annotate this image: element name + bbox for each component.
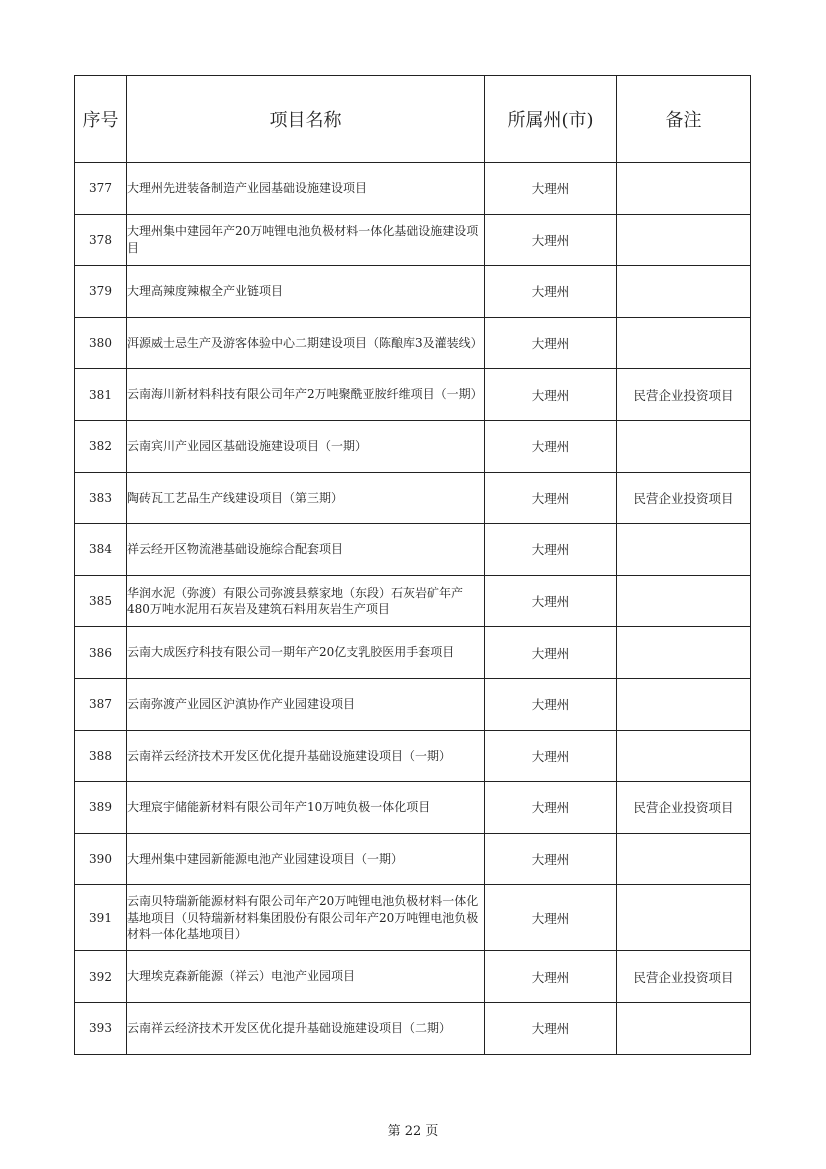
serial-cell: 385 [75,575,127,627]
table-row [75,163,751,215]
project-name-cell: 洱源威士忌生产及游客体验中心二期建设项目（陈酿库3及灌装线） [127,317,485,369]
remarks-cell: 民营企业投资项目 [617,951,751,1003]
prefecture-cell: 大理州 [485,420,617,472]
remarks-cell [617,420,751,472]
table-row [75,214,751,266]
serial-cell: 383 [75,472,127,524]
prefecture-cell: 大理州 [485,730,617,782]
project-name-cell: 大理州集中建园新能源电池产业园建设项目（一期） [127,833,485,885]
prefecture-cell: 大理州 [485,369,617,421]
serial-cell: 387 [75,678,127,730]
project-name-cell: 云南海川新材料科技有限公司年产2万吨聚酰亚胺纤维项目（一期） [127,369,485,421]
prefecture-cell: 大理州 [485,885,617,951]
header-row [75,76,751,163]
serial-cell: 382 [75,420,127,472]
serial-cell: 386 [75,627,127,679]
remarks-cell: 民营企业投资项目 [617,472,751,524]
project-name-cell: 大理州先进装备制造产业园基础设施建设项目 [127,163,485,215]
remarks-cell [617,730,751,782]
prefecture-cell: 大理州 [485,627,617,679]
table-row [75,420,751,472]
header-remarks: 备注 [617,76,751,163]
table-row [75,730,751,782]
remarks-cell [617,678,751,730]
table-row [75,885,751,951]
remarks-cell [617,266,751,318]
serial-cell: 378 [75,214,127,266]
serial-cell: 379 [75,266,127,318]
remarks-cell [617,833,751,885]
table-row [75,317,751,369]
table-row [75,678,751,730]
table-row [75,369,751,421]
prefecture-cell: 大理州 [485,678,617,730]
project-name-cell: 大理高辣度辣椒全产业链项目 [127,266,485,318]
project-name-cell: 陶砖瓦工艺品生产线建设项目（第三期） [127,472,485,524]
remarks-cell [617,627,751,679]
table-row [75,472,751,524]
project-name-cell: 云南祥云经济技术开发区优化提升基础设施建设项目（一期） [127,730,485,782]
table-row [75,266,751,318]
table-row [75,951,751,1003]
project-name-cell: 云南弥渡产业园区沪滇协作产业园建设项目 [127,678,485,730]
remarks-cell [617,317,751,369]
prefecture-cell: 大理州 [485,782,617,834]
header-serial: 序号 [75,76,127,163]
serial-cell: 389 [75,782,127,834]
project-name-cell: 云南宾川产业园区基础设施建设项目（一期） [127,420,485,472]
project-name-cell: 大理宸宇储能新材料有限公司年产10万吨负极一体化项目 [127,782,485,834]
project-name-cell: 大理埃克森新能源（祥云）电池产业园项目 [127,951,485,1003]
remarks-cell [617,214,751,266]
table-row [75,782,751,834]
project-name-cell: 云南贝特瑞新能源材料有限公司年产20万吨锂电池负极材料一体化基地项目（贝特瑞新材料集团股份有限公司年产20万吨锂电池负极材料一体化基地项目） [127,885,485,951]
prefecture-cell: 大理州 [485,1002,617,1054]
remarks-cell [617,163,751,215]
remarks-cell: 民营企业投资项目 [617,782,751,834]
serial-cell: 390 [75,833,127,885]
serial-cell: 393 [75,1002,127,1054]
serial-cell: 384 [75,524,127,576]
table-row [75,524,751,576]
prefecture-cell: 大理州 [485,833,617,885]
header-project-name: 项目名称 [127,76,485,163]
header-prefecture: 所属州(市) [485,76,617,163]
remarks-cell [617,575,751,627]
serial-cell: 388 [75,730,127,782]
table-row [75,575,751,627]
remarks-cell [617,1002,751,1054]
remarks-cell [617,524,751,576]
prefecture-cell: 大理州 [485,266,617,318]
prefecture-cell: 大理州 [485,472,617,524]
page-number: 第 22 页 [387,1124,439,1139]
table-row [75,833,751,885]
table-row [75,1002,751,1054]
remarks-cell [617,885,751,951]
serial-cell: 380 [75,317,127,369]
prefecture-cell: 大理州 [485,951,617,1003]
prefecture-cell: 大理州 [485,317,617,369]
serial-cell: 381 [75,369,127,421]
project-table [74,75,751,1055]
project-name-cell: 云南祥云经济技术开发区优化提升基础设施建设项目（二期） [127,1002,485,1054]
prefecture-cell: 大理州 [485,214,617,266]
table-row [75,627,751,679]
prefecture-cell: 大理州 [485,163,617,215]
project-name-cell: 华润水泥（弥渡）有限公司弥渡县蔡家地（东段）石灰岩矿年产480万吨水泥用石灰岩及建筑石料用灰岩生产项目 [127,575,485,627]
remarks-cell: 民营企业投资项目 [617,369,751,421]
serial-cell: 377 [75,163,127,215]
project-name-cell: 云南大成医疗科技有限公司一期年产20亿支乳胶医用手套项目 [127,627,485,679]
prefecture-cell: 大理州 [485,524,617,576]
serial-cell: 391 [75,885,127,951]
prefecture-cell: 大理州 [485,575,617,627]
project-name-cell: 大理州集中建园年产20万吨锂电池负极材料一体化基础设施建设项目 [127,214,485,266]
project-name-cell: 祥云经开区物流港基础设施综合配套项目 [127,524,485,576]
serial-cell: 392 [75,951,127,1003]
